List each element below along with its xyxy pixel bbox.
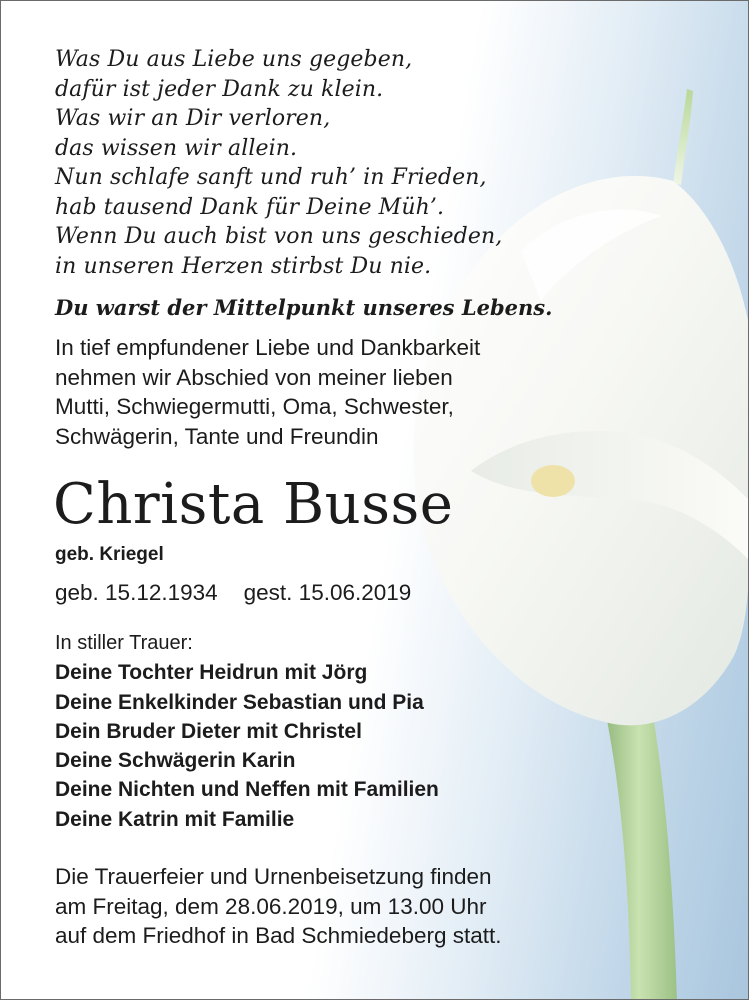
- intro-line: Mutti, Schwiegermutti, Oma, Schwester,: [55, 394, 454, 419]
- mourner-line: Dein Bruder Dieter mit Christel: [55, 719, 362, 743]
- mourning-label: In stiller Trauer:: [55, 632, 193, 654]
- poem-line: Wenn Du auch bist von uns geschieden,: [55, 224, 503, 249]
- mourners-section: [55, 629, 615, 834]
- intro-line: In tief empfundener Liebe und Dankbarkeit: [55, 335, 481, 360]
- poem-line: dafür ist jeder Dank zu klein.: [55, 76, 384, 102]
- poem-line: Nun schlafe sanft und ruh’ in Frieden,: [55, 165, 487, 190]
- service-line: auf dem Friedhof in Bad Schmiedeberg statt.: [55, 923, 502, 949]
- life-dates: [55, 579, 615, 607]
- notice-content: [55, 45, 615, 951]
- maiden-name: geb. Kriegel: [55, 544, 164, 565]
- intro-line: nehmen wir Abschied von meiner lieben: [55, 364, 453, 390]
- poem-line: hab tausend Dank für Deine Müh’.: [55, 194, 445, 220]
- intro-line: Schwägerin, Tante und Freundin: [55, 423, 379, 449]
- deceased-name: Christa Busse: [53, 472, 454, 537]
- poem-line: das wissen wir allein.: [55, 135, 298, 161]
- poem: [55, 45, 615, 281]
- poem-line: in unseren Herzen stirbst Du nie.: [55, 253, 432, 279]
- death-date: gest. 15.06.2019: [243, 580, 412, 605]
- poem-line: Was Du aus Liebe uns gegeben,: [55, 47, 413, 72]
- funeral-service-info: [55, 862, 615, 951]
- service-line: Die Trauerfeier und Urnenbeisetzung finden: [55, 864, 492, 890]
- poem-line: Was wir an Dir verloren,: [55, 106, 331, 131]
- mourner-line: Deine Schwägerin Karin: [55, 749, 296, 773]
- intro-text: [55, 333, 615, 451]
- lily-petal-tip: [673, 89, 693, 185]
- mourner-line: Deine Enkelkinder Sebastian und Pia: [55, 690, 424, 714]
- service-line: am Freitag, dem 28.06.2019, um 13.00 Uhr: [55, 893, 487, 919]
- mourner-line: Deine Tochter Heidrun mit Jörg: [55, 661, 368, 685]
- motto: Du warst der Mittelpunkt unseres Lebens.: [55, 295, 553, 320]
- mourner-line: Deine Katrin mit Familie: [55, 807, 295, 831]
- mourner-line: Deine Nichten und Neffen mit Familien: [55, 778, 439, 802]
- birth-date: geb. 15.12.1934: [55, 580, 218, 605]
